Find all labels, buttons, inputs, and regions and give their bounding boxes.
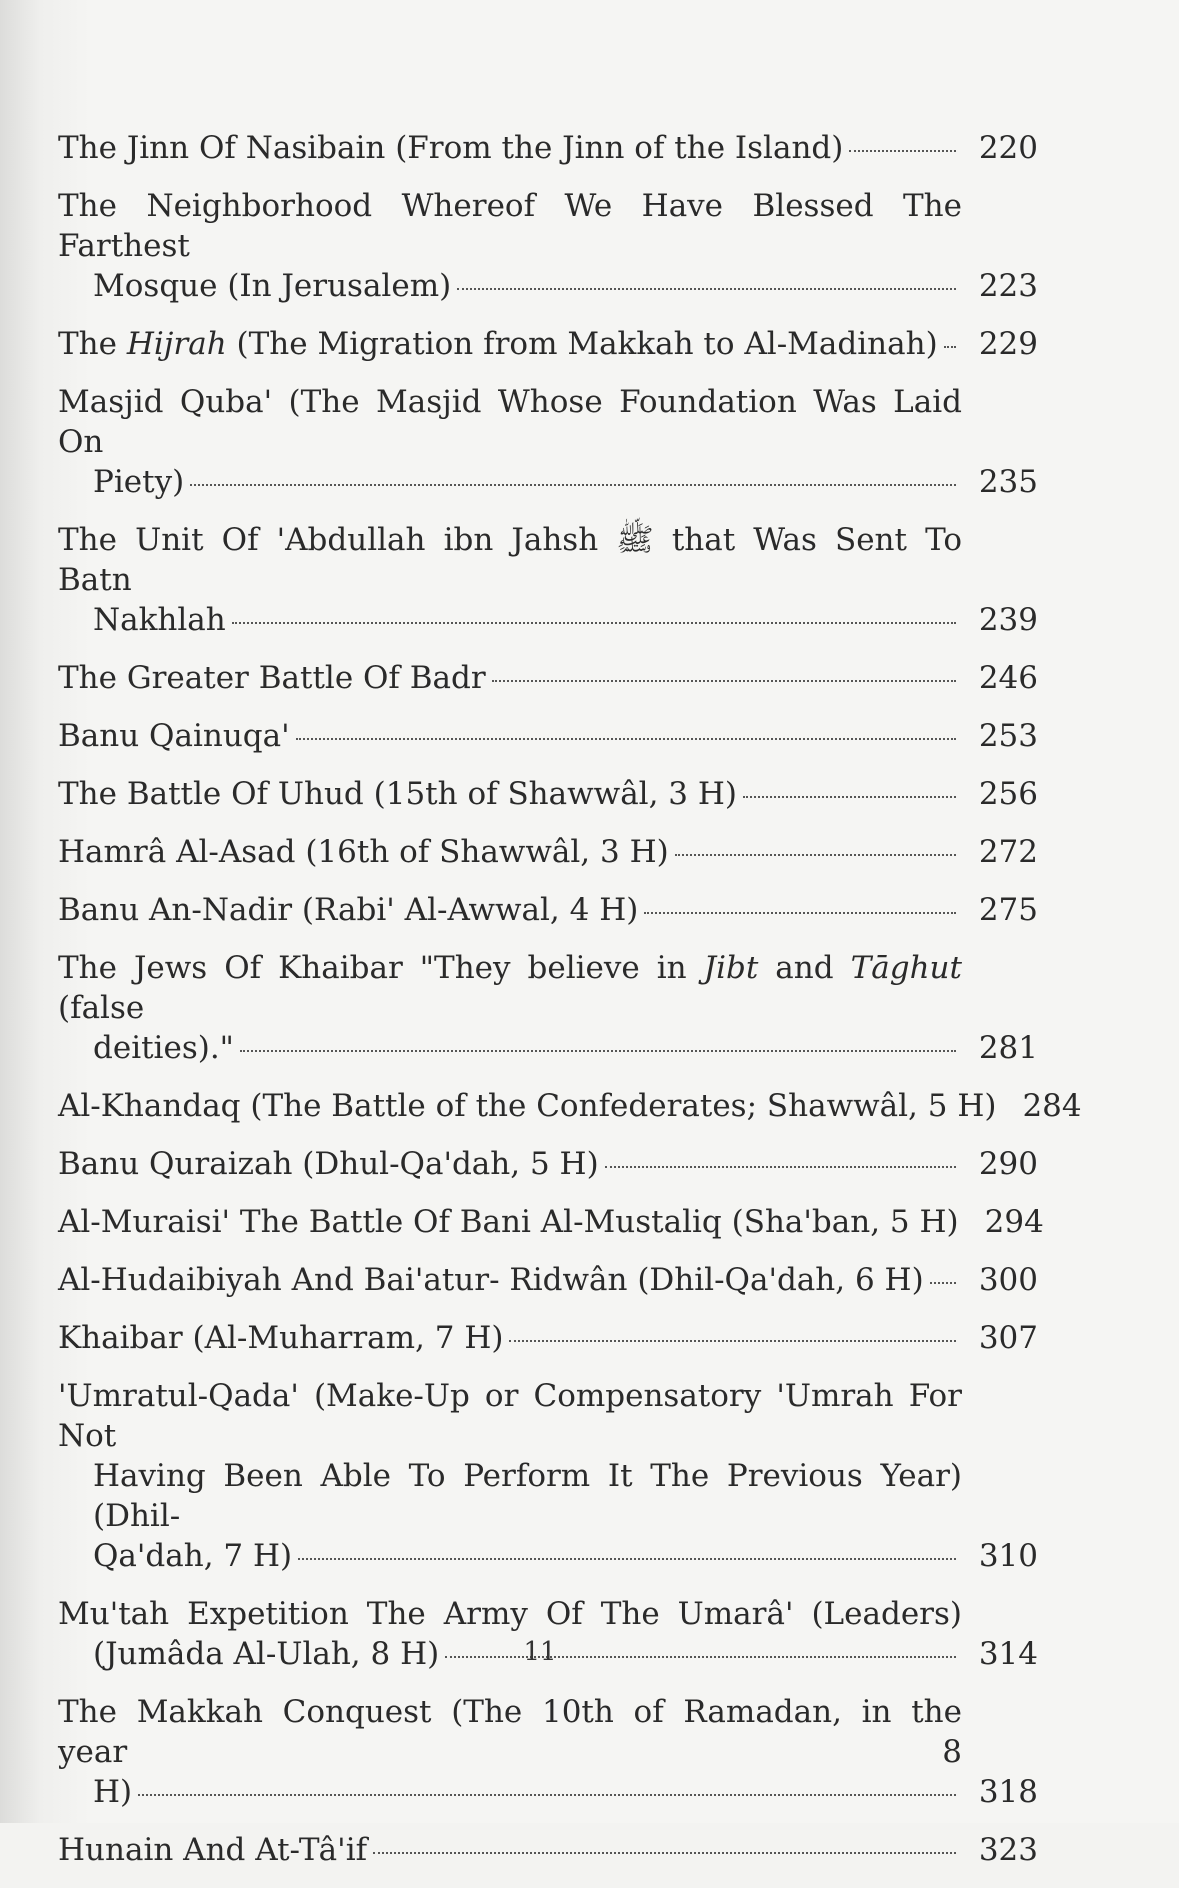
toc-page-number: 223 <box>978 268 1038 304</box>
dot-leader <box>675 846 956 856</box>
toc-entry-title <box>58 1376 962 1576</box>
toc-entry <box>58 1692 1038 1812</box>
toc-entry-line: The Makkah Conquest (The 10th of Ramadan, in the year 8 <box>58 1694 962 1770</box>
toc-entry-line: Mosque (In Jerusalem) <box>93 268 452 304</box>
toc-entry-line: Banu Qainuqa' <box>58 718 290 754</box>
toc-page-number: 318 <box>978 1774 1038 1810</box>
toc-entry-line: H) <box>93 1774 133 1810</box>
toc-page-number: 272 <box>978 834 1038 870</box>
toc-entry-title <box>58 1144 962 1184</box>
toc-entry <box>58 1830 1038 1870</box>
toc-entry-line: Khaibar (Al-Muharram, 7 H) <box>58 1320 504 1356</box>
toc-entry <box>58 382 1038 502</box>
toc-entry <box>58 948 1038 1068</box>
dot-leader <box>232 614 956 624</box>
dot-leader <box>743 788 956 798</box>
toc-entry <box>58 1202 1044 1242</box>
toc-entry <box>58 1086 1082 1126</box>
toc-page-number: 256 <box>978 776 1038 812</box>
toc-entry-title <box>58 186 962 306</box>
dot-leader <box>509 1332 956 1342</box>
toc-entry-title <box>58 1086 1008 1126</box>
toc-entry <box>58 1318 1038 1358</box>
dot-leader <box>944 338 956 348</box>
toc-entry-title <box>58 948 962 1068</box>
toc-entry <box>58 890 1038 930</box>
toc-entry-line: deities)." <box>93 1030 234 1066</box>
toc-entry-line: (Jumâda Al-Ulah, 8 H) <box>93 1636 440 1672</box>
toc-entry <box>58 186 1038 306</box>
dot-leader <box>190 476 956 486</box>
toc-entry-title <box>58 1830 962 1870</box>
toc-entry-line: Al-Muraisi' The Battle Of Bani Al-Mustaliq (Sha'ban, 5 H) <box>58 1204 959 1240</box>
toc-entry-line: Al-Hudaibiyah And Bai'atur- Ridwân (Dhil-Qa'dah, 6 H) <box>58 1262 924 1298</box>
toc-entry <box>58 520 1038 640</box>
toc-entry <box>58 832 1038 872</box>
dot-leader <box>296 730 956 740</box>
toc-page-number: 281 <box>978 1030 1038 1066</box>
toc-page-number: 239 <box>978 602 1038 638</box>
toc-entry-line: The Unit Of 'Abdullah ibn Jahsh ﷺ that Was Sent To Batn <box>58 522 963 598</box>
toc-entry <box>58 1376 1038 1576</box>
toc-entry-title <box>58 890 962 930</box>
dot-leader <box>930 1274 956 1284</box>
toc-page-number: 294 <box>984 1204 1044 1240</box>
dot-leader <box>373 1844 956 1854</box>
dot-leader <box>849 142 956 152</box>
toc-entry-line: The Greater Battle Of Badr <box>58 660 486 696</box>
dot-leader <box>605 1158 956 1168</box>
toc-entry <box>58 774 1038 814</box>
toc-page-number: 275 <box>978 892 1038 928</box>
toc-entry-title <box>58 324 962 364</box>
toc-entry-title <box>58 832 962 872</box>
dot-leader <box>240 1042 956 1052</box>
toc-entry-line: Hamrâ Al-Asad (16th of Shawwâl, 3 H) <box>58 834 669 870</box>
toc-page-number: 220 <box>978 130 1038 166</box>
toc-entry-line: Having Been Able To Perform It The Previous Year) (Dhil- <box>93 1458 962 1534</box>
toc-page-number: 284 <box>1022 1088 1082 1124</box>
toc-entry-line: Masjid Quba' (The Masjid Whose Foundation Was Laid On <box>58 384 962 460</box>
toc-entry-line: Piety) <box>93 464 185 500</box>
toc-page-number: 314 <box>978 1636 1038 1672</box>
toc-entry-title <box>58 128 962 168</box>
dot-leader <box>138 1786 956 1796</box>
toc-page-number: 310 <box>978 1538 1038 1574</box>
toc-entry-line: Qa'dah, 7 H) <box>93 1538 293 1574</box>
toc-entry-line: The Jinn Of Nasibain (From the Jinn of the Island) <box>58 130 844 166</box>
toc-entry-line: Banu An-Nadir (Rabi' Al-Awwal, 4 H) <box>58 892 639 928</box>
toc-page-number: 253 <box>978 718 1038 754</box>
dot-leader <box>492 672 956 682</box>
toc-page-number: 307 <box>978 1320 1038 1356</box>
toc-page-number: 235 <box>978 464 1038 500</box>
toc-entry-title <box>58 658 962 698</box>
toc-entry-title <box>58 520 962 640</box>
toc-entry-line: Hunain And At-Tâ'if <box>58 1832 368 1868</box>
dot-leader <box>457 280 956 290</box>
toc-entry-title <box>58 1318 962 1358</box>
toc-entry <box>58 1144 1038 1184</box>
toc-entry-line: The Jews Of Khaibar "They believe in Jibt and Tāghut (false <box>58 950 962 1026</box>
dot-leader <box>644 904 956 914</box>
toc-entry-line: 'Umratul-Qada' (Make-Up or Compensatory 'Umrah For Not <box>58 1378 962 1454</box>
toc-entry <box>58 128 1038 168</box>
toc-entry-line: Al-Khandaq (The Battle of the Confederates; Shawwâl, 5 H) <box>58 1088 997 1124</box>
toc-entry-line: Mu'tah Expetition The Army Of The Umarâ' (Leaders) <box>58 1596 962 1632</box>
toc-entry-title <box>58 1202 971 1242</box>
toc-entry-title <box>58 716 962 756</box>
toc-page-number: 300 <box>978 1262 1038 1298</box>
toc-entry-line: The Hijrah (The Migration from Makkah to Al-Madinah) <box>58 326 938 362</box>
toc-entry-line: Nakhlah <box>93 602 226 638</box>
toc-entry <box>58 324 1038 364</box>
toc-entry-line: The Neighborhood Whereof We Have Blessed The Farthest <box>58 188 962 264</box>
toc-entry-title <box>58 1260 962 1300</box>
toc-entry <box>58 1260 1038 1300</box>
toc-entry <box>58 716 1038 756</box>
toc-page-number: 290 <box>978 1146 1038 1182</box>
toc-entry-line: Banu Quraizah (Dhul-Qa'dah, 5 H) <box>58 1146 599 1182</box>
toc-page-number: 229 <box>978 326 1038 362</box>
toc-entry-line: The Battle Of Uhud (15th of Shawwâl, 3 H) <box>58 776 738 812</box>
toc-entry <box>58 658 1038 698</box>
page-number-footer: 11 <box>523 1637 557 1667</box>
toc-page-number: 246 <box>978 660 1038 696</box>
toc-page-number: 323 <box>978 1832 1038 1868</box>
table-of-contents <box>58 128 1082 1888</box>
dot-leader <box>298 1550 956 1560</box>
toc-entry-title <box>58 382 962 502</box>
toc-entry-title <box>58 1692 962 1812</box>
toc-entry-title <box>58 774 962 814</box>
